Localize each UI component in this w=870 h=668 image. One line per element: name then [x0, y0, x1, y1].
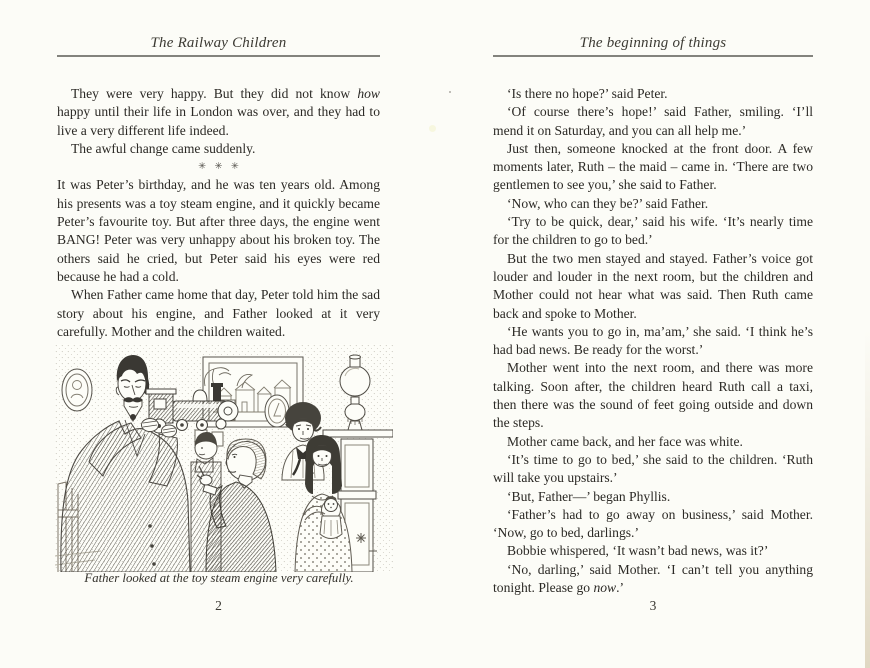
paragraph — [493, 451, 813, 488]
text-run: Just then, someone knocked at the front door. A few moments later, Ruth – the maid – came in. ‘There are two gentlemen to see you,’ she said to Father. — [493, 140, 813, 193]
text-run: It was Peter’s birthday, and he was ten years old. Among his presents was a toy steam engine, and it quickly became Peter’s favourite toy. But after three days, the engine went BANG! Peter was very unhappy about his broken toy. The others said he cried, but Peter said his eyes were red because he had a cold. — [57, 177, 380, 284]
text-block — [57, 176, 380, 341]
text-run: But the two men stayed and stayed. Father’s voice got louder and louder in the next room, but the children and Mother could not hear what was said. Then Ruth came back and spoke to Mother. — [493, 250, 813, 321]
paragraph — [493, 433, 813, 451]
paragraph — [493, 323, 813, 360]
page-number-left: 2 — [215, 598, 222, 613]
running-head-left: The Railway Children — [150, 35, 287, 51]
paragraph — [57, 85, 380, 140]
text-run: When Father came home that day, Peter told him the sad story about his engine, and Father looked at it very carefully. Mother and the children waited. — [57, 287, 380, 339]
text-run: ‘It’s time to go to bed,’ she said to the children. ‘Ruth will take you upstairs.’ — [493, 451, 813, 486]
italic-text: how — [357, 86, 380, 101]
left-page-text — [57, 85, 380, 341]
scan-speck — [429, 125, 436, 132]
text-run: Bobbie whispered, ‘It wasn’t bad news, was it?’ — [507, 543, 769, 559]
text-run: Mother went into the next room, and there was more talking. Soon after, the children heard Ruth call a taxi, then there was the sound of feet going outside and down the steps. — [493, 360, 813, 431]
text-block — [493, 85, 813, 597]
text-run: They were very happy. But they did not know — [71, 86, 358, 101]
paragraph — [493, 103, 813, 140]
illustration — [55, 344, 393, 572]
text-run: The awful change came suddenly. — [71, 140, 256, 156]
text-run: ‘Try to be quick, dear,’ said his wife. ‘It’s nearly time for the children to go to bed.’ — [493, 214, 813, 248]
text-run: ‘But, Father—’ began Phyllis. — [507, 488, 671, 504]
page-right — [435, 0, 870, 668]
paragraph — [493, 542, 813, 560]
paragraph — [493, 359, 813, 432]
paragraph — [57, 176, 380, 286]
text-block — [57, 85, 380, 158]
text-run: .’ — [616, 580, 625, 596]
text-run: ‘No, darling,’ said Mother. ‘I can’t tell you anything tonight. Please go — [493, 561, 813, 596]
paragraph — [493, 140, 813, 195]
header-rule — [493, 55, 813, 57]
illustration-caption: Father looked at the toy steam engine very carefully. — [84, 571, 354, 585]
paragraph — [57, 140, 380, 158]
text-run: ‘Of course there’s hope!’ said Father, smiling. ‘I’ll mend it on Saturday, and you can all help me.’ — [493, 104, 813, 138]
paragraph — [493, 213, 813, 250]
section-separator: ✳ ✳ ✳ — [198, 162, 239, 173]
italic-text: now — [593, 580, 617, 596]
text-run: ‘He wants you to go in, ma’am,’ she said. ‘I think he’s had bad news. Be ready for the worst.’ — [493, 323, 813, 358]
paragraph — [493, 506, 813, 543]
right-page-text — [493, 85, 813, 597]
paragraph — [493, 561, 813, 598]
paragraph — [493, 250, 813, 323]
text-run: ‘Now, who can they be?’ said Father. — [507, 195, 709, 211]
text-run: ‘Father’s had to go away on business,’ said Mother. ‘Now, go to bed, darlings.’ — [493, 506, 813, 541]
paragraph — [493, 85, 813, 103]
page-number-right: 3 — [649, 598, 657, 613]
paragraph — [493, 195, 813, 213]
header-rule — [57, 55, 380, 57]
illustration-svg — [55, 344, 393, 572]
text-run: happy until their life in London was over, and they had to live a very different life indeed. — [57, 104, 380, 138]
paragraph — [493, 488, 813, 506]
dust-speck — [449, 91, 451, 93]
paragraph — [57, 286, 380, 341]
text-run: ‘Is there no hope?’ said Peter. — [507, 86, 668, 101]
running-head-right: The beginning of things — [579, 35, 727, 51]
text-run: Mother came back, and her face was white. — [507, 433, 743, 449]
